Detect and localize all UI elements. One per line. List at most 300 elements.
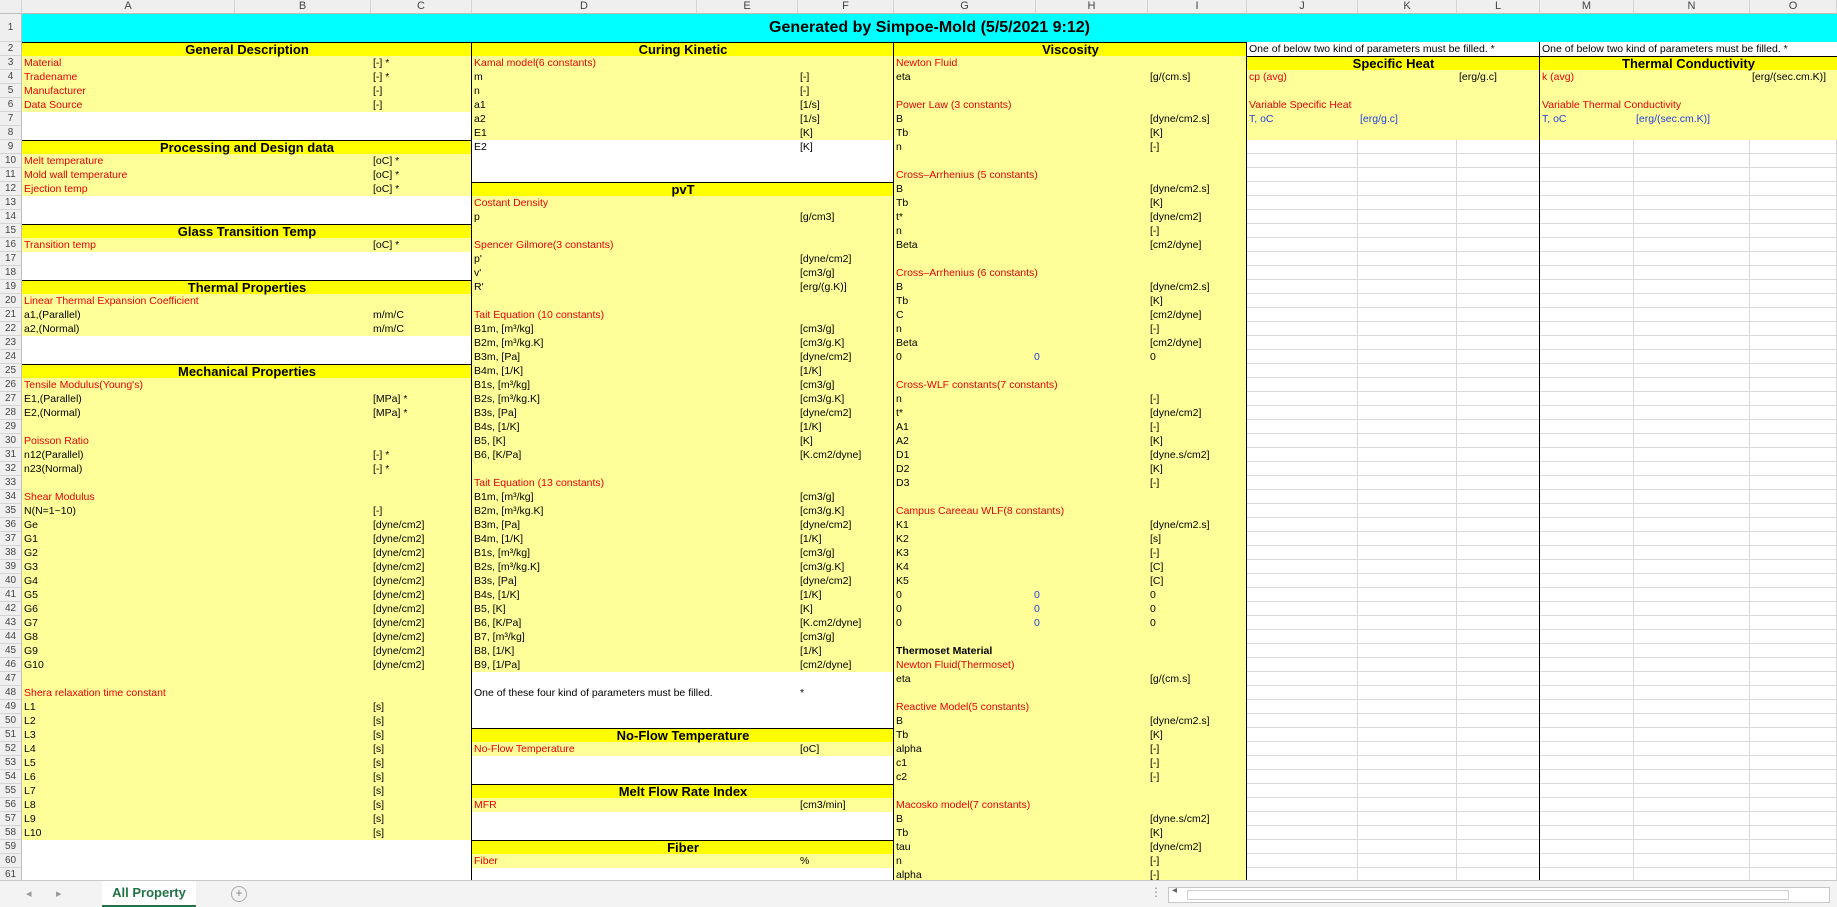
- relax-row-label[interactable]: L2: [24, 715, 36, 727]
- row-header-54[interactable]: 54: [0, 770, 22, 784]
- zero-cell-blue[interactable]: 0: [1034, 603, 1040, 615]
- row-header-50[interactable]: 50: [0, 714, 22, 728]
- row-header-42[interactable]: 42: [0, 602, 22, 616]
- relax-row-unit[interactable]: [s]: [373, 813, 385, 825]
- mfr-label[interactable]: MFR: [474, 799, 497, 811]
- row-header-51[interactable]: 51: [0, 728, 22, 742]
- row-header-43[interactable]: 43: [0, 616, 22, 630]
- row-header-46[interactable]: 46: [0, 658, 22, 672]
- row-header-52[interactable]: 52: [0, 742, 22, 756]
- kamal-row-label[interactable]: E1: [474, 127, 487, 139]
- row-header-9[interactable]: 9: [0, 140, 22, 154]
- ca5-row-unit[interactable]: [dyne/cm2.s]: [1150, 183, 1210, 195]
- macosko-row-label[interactable]: alpha: [896, 869, 922, 880]
- shear-row-unit[interactable]: [dyne/cm2]: [373, 533, 425, 545]
- ca6-row-label[interactable]: n: [896, 323, 902, 335]
- kamal-row-label[interactable]: a1: [474, 99, 486, 111]
- n-label[interactable]: N(N=1~10): [24, 505, 76, 517]
- n12-label[interactable]: n12(Parallel): [24, 449, 84, 461]
- campus-row-label[interactable]: K4: [896, 561, 909, 573]
- k-unit[interactable]: [erg/(sec.cm.K)]: [1752, 71, 1827, 83]
- row-header-35[interactable]: 35: [0, 504, 22, 518]
- tait10-row-label[interactable]: B4s, [1/K]: [474, 421, 520, 433]
- tait13-row-unit[interactable]: [cm3/g]: [800, 491, 835, 503]
- ca6-row-label[interactable]: Tb: [896, 295, 909, 307]
- row-header-48[interactable]: 48: [0, 686, 22, 700]
- row-header-40[interactable]: 40: [0, 574, 22, 588]
- reactive-row-label[interactable]: B: [896, 715, 904, 727]
- tait10-row-unit[interactable]: [cm3/g.K]: [800, 393, 845, 405]
- row-header-17[interactable]: 17: [0, 252, 22, 266]
- tait10-row-unit[interactable]: [K.cm2/dyne]: [800, 449, 862, 461]
- tensile-label[interactable]: Tensile Modulus(Young's): [24, 379, 143, 391]
- heat-note[interactable]: One of below two kind of parameters must be filled. *: [1249, 43, 1495, 55]
- shear-row-unit[interactable]: [dyne/cm2]: [373, 631, 425, 643]
- cross-wlf-label[interactable]: Cross-WLF constants(7 constants): [896, 379, 1058, 391]
- cp-unit[interactable]: [erg/g.c]: [1459, 71, 1497, 83]
- a2-label[interactable]: a2,(Normal): [24, 323, 80, 335]
- ca5-row-unit[interactable]: [K]: [1150, 197, 1163, 209]
- wlf-row-unit[interactable]: [dyne.s/cm2]: [1150, 449, 1210, 461]
- n23-unit[interactable]: [-] *: [373, 463, 390, 475]
- power-row-unit[interactable]: [dyne/cm2.s]: [1150, 113, 1210, 125]
- tait13-row-label[interactable]: B3m, [Pa]: [474, 519, 521, 531]
- noflow-unit[interactable]: [oC]: [800, 743, 820, 755]
- campus-row-unit[interactable]: [C]: [1150, 575, 1164, 587]
- prev-sheet-icon[interactable]: ◂: [26, 888, 32, 900]
- next-sheet-icon[interactable]: ▸: [56, 888, 62, 900]
- const-density-label[interactable]: Costant Density: [474, 197, 549, 209]
- campus-label[interactable]: Campus Careeau WLF(8 constants): [896, 505, 1065, 517]
- tradename-label[interactable]: Tradename: [24, 71, 78, 83]
- row-header-34[interactable]: 34: [0, 490, 22, 504]
- eta-thermoset-label[interactable]: eta: [896, 673, 911, 685]
- wlf-row-unit[interactable]: [-]: [1150, 393, 1160, 405]
- relax-row-unit[interactable]: [s]: [373, 743, 385, 755]
- tait10-row-unit[interactable]: [dyne/cm2]: [800, 351, 852, 363]
- reactive-row-label[interactable]: alpha: [896, 743, 922, 755]
- row-header-55[interactable]: 55: [0, 784, 22, 798]
- row-header-58[interactable]: 58: [0, 826, 22, 840]
- tait10-row-unit[interactable]: [dyne/cm2]: [800, 407, 852, 419]
- eta-label[interactable]: eta: [896, 71, 911, 83]
- e1-label[interactable]: E1,(Parallel): [24, 393, 82, 405]
- mold-temp-unit[interactable]: [oC] *: [373, 169, 400, 181]
- newton-thermoset-label[interactable]: Newton Fluid(Thermoset): [896, 659, 1015, 671]
- relax-row-unit[interactable]: [s]: [373, 701, 385, 713]
- e2-unit[interactable]: [MPa] *: [373, 407, 408, 419]
- campus-row-label[interactable]: K3: [896, 547, 909, 559]
- shear-row-unit[interactable]: [dyne/cm2]: [373, 617, 425, 629]
- tait10-row-unit[interactable]: [cm3/g]: [800, 323, 835, 335]
- relax-row-unit[interactable]: [s]: [373, 757, 385, 769]
- mfr-unit[interactable]: [cm3/min]: [800, 799, 846, 811]
- reactive-row-unit[interactable]: [-]: [1150, 743, 1160, 755]
- row-header-15[interactable]: 15: [0, 224, 22, 238]
- row-header-2[interactable]: 2: [0, 42, 22, 56]
- k-label[interactable]: k (avg): [1542, 71, 1575, 83]
- wlf-row-unit[interactable]: [K]: [1150, 463, 1163, 475]
- relax-row-unit[interactable]: [s]: [373, 771, 385, 783]
- tait13-row-unit[interactable]: [1/K]: [800, 589, 822, 601]
- campus-row-unit[interactable]: [C]: [1150, 561, 1164, 573]
- row-header-45[interactable]: 45: [0, 644, 22, 658]
- melt-temp-unit[interactable]: [oC] *: [373, 155, 400, 167]
- zero-cell[interactable]: 0: [1150, 603, 1156, 615]
- tait13-row-unit[interactable]: [dyne/cm2]: [800, 519, 852, 531]
- shear-row-unit[interactable]: [dyne/cm2]: [373, 519, 425, 531]
- horizontal-scrollbar[interactable]: [1168, 887, 1830, 903]
- row-header-5[interactable]: 5: [0, 84, 22, 98]
- campus-row-label[interactable]: K1: [896, 519, 909, 531]
- column-header-f[interactable]: F: [798, 0, 894, 14]
- shear-row-label[interactable]: G2: [24, 547, 39, 559]
- column-header-h[interactable]: H: [1036, 0, 1148, 14]
- n-unit[interactable]: [-]: [373, 505, 383, 517]
- row-header-57[interactable]: 57: [0, 812, 22, 826]
- cond-t-unit[interactable]: [erg/(sec.cm.K)]: [1636, 113, 1711, 125]
- e1-unit[interactable]: [MPa] *: [373, 393, 408, 405]
- tait10-row-label[interactable]: B2s, [m³/kg.K]: [474, 393, 540, 405]
- relax-row-label[interactable]: L6: [24, 771, 36, 783]
- sheet-tab-all-property[interactable]: All Property: [102, 881, 196, 907]
- datasource-label[interactable]: Data Source: [24, 99, 83, 111]
- row-header-59[interactable]: 59: [0, 840, 22, 854]
- macosko-row-unit[interactable]: [dyne.s/cm2]: [1150, 813, 1210, 825]
- relax-row-label[interactable]: L4: [24, 743, 36, 755]
- ca5-row-label[interactable]: Beta: [896, 239, 918, 251]
- datasource-unit[interactable]: [-]: [373, 99, 383, 111]
- power-row-label[interactable]: B: [896, 113, 904, 125]
- cross-arr6-label[interactable]: Cross–Arrhenius (6 constants): [896, 267, 1038, 279]
- wlf-row-unit[interactable]: [K]: [1150, 435, 1163, 447]
- column-header-m[interactable]: M: [1540, 0, 1634, 14]
- tait13-row-label[interactable]: B8, [1/K]: [474, 645, 515, 657]
- column-header-g[interactable]: G: [894, 0, 1036, 14]
- fiber-unit[interactable]: %: [800, 855, 810, 867]
- tait13-row-unit[interactable]: [cm3/g]: [800, 631, 835, 643]
- eject-temp-label[interactable]: Ejection temp: [24, 183, 88, 195]
- zero-cell-blue[interactable]: 0: [1034, 617, 1040, 629]
- row-header-60[interactable]: 60: [0, 854, 22, 868]
- newton-label[interactable]: Newton Fluid: [896, 57, 958, 69]
- heat-t-unit[interactable]: [erg/g.c]: [1360, 113, 1398, 125]
- column-header-e[interactable]: E: [697, 0, 798, 14]
- ca6-row-label[interactable]: Beta: [896, 337, 918, 349]
- row-header-7[interactable]: 7: [0, 112, 22, 126]
- campus-row-unit[interactable]: [dyne/cm2.s]: [1150, 519, 1210, 531]
- shear-row-label[interactable]: G8: [24, 631, 39, 643]
- ca5-row-unit[interactable]: [-]: [1150, 225, 1160, 237]
- zero-cell-blue[interactable]: 0: [1034, 589, 1040, 601]
- wlf-row-label[interactable]: n: [896, 393, 902, 405]
- relax-row-label[interactable]: L10: [24, 827, 42, 839]
- tait13-row-label[interactable]: B1m, [m³/kg]: [474, 491, 534, 503]
- shear-row-unit[interactable]: [dyne/cm2]: [373, 645, 425, 657]
- tait13-label[interactable]: Tait Equation (13 constants): [474, 477, 605, 489]
- tait10-row-label[interactable]: B3s, [Pa]: [474, 407, 517, 419]
- campus-row-unit[interactable]: [s]: [1150, 533, 1162, 545]
- macosko-row-label[interactable]: tau: [896, 841, 911, 853]
- kamal-row-label[interactable]: m: [474, 71, 483, 83]
- wlf-row-label[interactable]: A1: [896, 421, 909, 433]
- ca5-row-unit[interactable]: [dyne/cm2]: [1150, 211, 1202, 223]
- eta-thermoset-unit[interactable]: [g/(cm.s]: [1150, 673, 1191, 685]
- wlf-row-label[interactable]: D3: [896, 477, 910, 489]
- scrollbar-thumb[interactable]: [1187, 890, 1789, 900]
- thermoset-label[interactable]: Thermoset Material: [896, 645, 993, 657]
- row-header-10[interactable]: 10: [0, 154, 22, 168]
- row-header-49[interactable]: 49: [0, 700, 22, 714]
- row-header-16[interactable]: 16: [0, 238, 22, 252]
- n12-unit[interactable]: [-] *: [373, 449, 390, 461]
- ca6-row-label[interactable]: C: [896, 309, 904, 321]
- linear-expansion-label[interactable]: Linear Thermal Expansion Coefficient: [24, 295, 199, 307]
- more-options-icon[interactable]: ⋮: [1150, 885, 1162, 899]
- macosko-row-label[interactable]: n: [896, 855, 902, 867]
- relax-row-unit[interactable]: [s]: [373, 715, 385, 727]
- reactive-row-unit[interactable]: [dyne/cm2.s]: [1150, 715, 1210, 727]
- row-header-28[interactable]: 28: [0, 406, 22, 420]
- row-header-8[interactable]: 8: [0, 126, 22, 140]
- macosko-row-unit[interactable]: [K]: [1150, 827, 1163, 839]
- column-header-o[interactable]: O: [1750, 0, 1837, 14]
- ca5-row-unit[interactable]: [cm2/dyne]: [1150, 239, 1202, 251]
- row-header-25[interactable]: 25: [0, 364, 22, 378]
- kamal-row-label[interactable]: a2: [474, 113, 486, 125]
- tait13-row-unit[interactable]: [cm3/g.K]: [800, 505, 845, 517]
- ca6-row-unit[interactable]: [cm2/dyne]: [1150, 309, 1202, 321]
- tait13-row-label[interactable]: B4m, [1/K]: [474, 533, 524, 545]
- tait13-row-label[interactable]: B7, [m³/kg]: [474, 631, 525, 643]
- tait10-row-unit[interactable]: [cm3/g.K]: [800, 337, 845, 349]
- zero-cell[interactable]: 0: [896, 617, 902, 629]
- tait10-row-label[interactable]: B1s, [m³/kg]: [474, 379, 531, 391]
- tait13-row-label[interactable]: B5, [K]: [474, 603, 506, 615]
- power-row-unit[interactable]: [-]: [1150, 141, 1160, 153]
- shear-row-unit[interactable]: [dyne/cm2]: [373, 561, 425, 573]
- tait13-row-unit[interactable]: [cm3/g.K]: [800, 561, 845, 573]
- wlf-row-unit[interactable]: [-]: [1150, 421, 1160, 433]
- row-header-20[interactable]: 20: [0, 294, 22, 308]
- macosko-row-unit[interactable]: [-]: [1150, 869, 1160, 880]
- row-header-11[interactable]: 11: [0, 168, 22, 182]
- kamal-row-unit[interactable]: [-]: [800, 85, 810, 97]
- row-header-33[interactable]: 33: [0, 476, 22, 490]
- kamal-row-unit[interactable]: [1/s]: [800, 99, 820, 111]
- fiber-label[interactable]: Fiber: [474, 855, 498, 867]
- row-header-31[interactable]: 31: [0, 448, 22, 462]
- shear-row-unit[interactable]: [dyne/cm2]: [373, 547, 425, 559]
- kamal-row-label[interactable]: n: [474, 85, 480, 97]
- ca5-row-label[interactable]: Tb: [896, 197, 909, 209]
- p-unit[interactable]: [g/cm3]: [800, 211, 835, 223]
- column-header-c[interactable]: C: [371, 0, 472, 14]
- row-header-37[interactable]: 37: [0, 532, 22, 546]
- var-heat-label[interactable]: Variable Specific Heat: [1249, 99, 1352, 111]
- tradename-unit[interactable]: [-] *: [373, 71, 390, 83]
- relax-row-label[interactable]: L3: [24, 729, 36, 741]
- power-row-label[interactable]: n: [896, 141, 902, 153]
- tait10-row-label[interactable]: B6, [K/Pa]: [474, 449, 522, 461]
- row-header-61[interactable]: 61: [0, 868, 22, 880]
- row-header-12[interactable]: 12: [0, 182, 22, 196]
- cp-label[interactable]: cp (avg): [1249, 71, 1287, 83]
- tait13-row-label[interactable]: B2m, [m³/kg.K]: [474, 505, 544, 517]
- row-header-39[interactable]: 39: [0, 560, 22, 574]
- relaxation-label[interactable]: Shera relaxation time constant: [24, 687, 166, 699]
- tait13-row-unit[interactable]: [K]: [800, 603, 813, 615]
- p-label[interactable]: p: [474, 211, 480, 223]
- cross-arr5-label[interactable]: Cross–Arrhenius (5 constants): [896, 169, 1038, 181]
- spencer-row-unit[interactable]: [cm3/g]: [800, 267, 835, 279]
- ca6-row-unit[interactable]: [cm2/dyne]: [1150, 337, 1202, 349]
- shear-row-unit[interactable]: [dyne/cm2]: [373, 603, 425, 615]
- row-header-1[interactable]: 1: [0, 14, 22, 42]
- row-header-32[interactable]: 32: [0, 462, 22, 476]
- row-header-22[interactable]: 22: [0, 322, 22, 336]
- row-header-23[interactable]: 23: [0, 336, 22, 350]
- mold-temp-label[interactable]: Mold wall temperature: [24, 169, 128, 181]
- reactive-row-unit[interactable]: [K]: [1150, 729, 1163, 741]
- reactive-row-label[interactable]: Tb: [896, 729, 909, 741]
- tait10-row-label[interactable]: B4m, [1/K]: [474, 365, 524, 377]
- spencer-row-label[interactable]: p': [474, 253, 482, 265]
- ca5-row-label[interactable]: t*: [896, 211, 904, 223]
- column-header-j[interactable]: J: [1247, 0, 1358, 14]
- column-header-k[interactable]: K: [1358, 0, 1457, 14]
- row-header-56[interactable]: 56: [0, 798, 22, 812]
- tait13-row-unit[interactable]: [K.cm2/dyne]: [800, 617, 862, 629]
- eta-unit[interactable]: [g/(cm.s]: [1150, 71, 1191, 83]
- melt-temp-label[interactable]: Melt temperature: [24, 155, 104, 167]
- ca6-row-label[interactable]: B: [896, 281, 904, 293]
- row-header-24[interactable]: 24: [0, 350, 22, 364]
- tait13-row-unit[interactable]: [dyne/cm2]: [800, 575, 852, 587]
- shear-row-label[interactable]: G10: [24, 659, 44, 671]
- row-header-36[interactable]: 36: [0, 518, 22, 532]
- column-header-l[interactable]: L: [1457, 0, 1540, 14]
- tait13-row-label[interactable]: B9, [1/Pa]: [474, 659, 521, 671]
- column-header-n[interactable]: N: [1634, 0, 1750, 14]
- spencer-row-label[interactable]: v': [474, 267, 482, 279]
- row-header-14[interactable]: 14: [0, 210, 22, 224]
- column-header-d[interactable]: D: [472, 0, 697, 14]
- row-header-47[interactable]: 47: [0, 672, 22, 686]
- tait10-row-unit[interactable]: [K]: [800, 435, 813, 447]
- manufacturer-label[interactable]: Manufacturer: [24, 85, 86, 97]
- row-header-4[interactable]: 4: [0, 70, 22, 84]
- wlf-row-label[interactable]: t*: [896, 407, 904, 419]
- heat-t-label[interactable]: T, oC: [1249, 113, 1274, 125]
- eject-temp-unit[interactable]: [oC] *: [373, 183, 400, 195]
- tait13-row-unit[interactable]: [1/K]: [800, 645, 822, 657]
- tait10-label[interactable]: Tait Equation (10 constants): [474, 309, 605, 321]
- spencer-row-unit[interactable]: [erg/(g.K)]: [800, 281, 847, 293]
- reactive-row-unit[interactable]: [-]: [1150, 757, 1160, 769]
- kamal-row-unit[interactable]: [-]: [800, 71, 810, 83]
- relax-row-label[interactable]: L8: [24, 799, 36, 811]
- relax-row-label[interactable]: L5: [24, 757, 36, 769]
- row-header-29[interactable]: 29: [0, 420, 22, 434]
- spencer-row-label[interactable]: R': [474, 281, 484, 293]
- shear-row-label[interactable]: G9: [24, 645, 39, 657]
- kamal-row-label[interactable]: E2: [474, 141, 487, 153]
- shear-row-label[interactable]: G3: [24, 561, 39, 573]
- shear-row-label[interactable]: G1: [24, 533, 39, 545]
- tait10-row-label[interactable]: B2m, [m³/kg.K]: [474, 337, 544, 349]
- ca6-row-unit[interactable]: [K]: [1150, 295, 1163, 307]
- relax-row-unit[interactable]: [s]: [373, 729, 385, 741]
- row-header-6[interactable]: 6: [0, 98, 22, 112]
- zero-cell[interactable]: 0: [1150, 351, 1156, 363]
- ca6-row-unit[interactable]: [dyne/cm2.s]: [1150, 281, 1210, 293]
- ca6-row-unit[interactable]: [-]: [1150, 323, 1160, 335]
- var-cond-label[interactable]: Variable Thermal Conductivity: [1542, 99, 1682, 111]
- zero-cell[interactable]: 0: [1150, 617, 1156, 629]
- relax-row-label[interactable]: L1: [24, 701, 36, 713]
- select-all-corner[interactable]: [0, 0, 22, 14]
- poisson-label[interactable]: Poisson Ratio: [24, 435, 89, 447]
- macosko-row-label[interactable]: B: [896, 813, 904, 825]
- wlf-row-label[interactable]: A2: [896, 435, 909, 447]
- row-header-21[interactable]: 21: [0, 308, 22, 322]
- wlf-row-label[interactable]: D2: [896, 463, 910, 475]
- cond-t-label[interactable]: T, oC: [1542, 113, 1567, 125]
- macosko-row-unit[interactable]: [dyne/cm2]: [1150, 841, 1202, 853]
- macosko-label[interactable]: Macosko model(7 constants): [896, 799, 1031, 811]
- tait13-row-label[interactable]: B1s, [m³/kg]: [474, 547, 531, 559]
- row-header-53[interactable]: 53: [0, 756, 22, 770]
- shear-row-label[interactable]: G6: [24, 603, 39, 615]
- tait13-row-label[interactable]: B3s, [Pa]: [474, 575, 517, 587]
- wlf-row-unit[interactable]: [-]: [1150, 477, 1160, 489]
- kamal-row-unit[interactable]: [K]: [800, 141, 813, 153]
- reactive-label[interactable]: Reactive Model(5 constants): [896, 701, 1030, 713]
- tait10-row-unit[interactable]: [1/K]: [800, 365, 822, 377]
- wlf-row-unit[interactable]: [dyne/cm2]: [1150, 407, 1202, 419]
- reactive-row-label[interactable]: c2: [896, 771, 908, 783]
- kamal-label[interactable]: Kamal model(6 constants): [474, 57, 596, 69]
- row-header-19[interactable]: 19: [0, 280, 22, 294]
- tait10-row-label[interactable]: B5, [K]: [474, 435, 506, 447]
- tait10-row-unit[interactable]: [cm3/g]: [800, 379, 835, 391]
- transition-temp-label[interactable]: Transition temp: [24, 239, 96, 251]
- pvt-note-star[interactable]: *: [800, 687, 805, 699]
- kamal-row-unit[interactable]: [K]: [800, 127, 813, 139]
- manufacturer-unit[interactable]: [-]: [373, 85, 383, 97]
- spencer-label[interactable]: Spencer Gilmore(3 constants): [474, 239, 614, 251]
- wlf-row-label[interactable]: D1: [896, 449, 910, 461]
- row-header-27[interactable]: 27: [0, 392, 22, 406]
- relax-row-unit[interactable]: [s]: [373, 827, 385, 839]
- row-header-26[interactable]: 26: [0, 378, 22, 392]
- tait13-row-label[interactable]: B2s, [m³/kg.K]: [474, 561, 540, 573]
- shear-label[interactable]: Shear Modulus: [24, 491, 95, 503]
- power-row-label[interactable]: Tb: [896, 127, 909, 139]
- relax-row-label[interactable]: L7: [24, 785, 36, 797]
- shear-row-unit[interactable]: [dyne/cm2]: [373, 589, 425, 601]
- column-header-b[interactable]: B: [235, 0, 371, 14]
- tait13-row-unit[interactable]: [1/K]: [800, 533, 822, 545]
- pvt-note[interactable]: One of these four kind of parameters must be filled.: [474, 687, 713, 699]
- shear-row-label[interactable]: Ge: [24, 519, 39, 531]
- row-header-30[interactable]: 30: [0, 434, 22, 448]
- ca5-row-label[interactable]: n: [896, 225, 902, 237]
- kamal-row-unit[interactable]: [1/s]: [800, 113, 820, 125]
- zero-cell[interactable]: 0: [1150, 589, 1156, 601]
- zero-cell-blue[interactable]: 0: [1034, 351, 1040, 363]
